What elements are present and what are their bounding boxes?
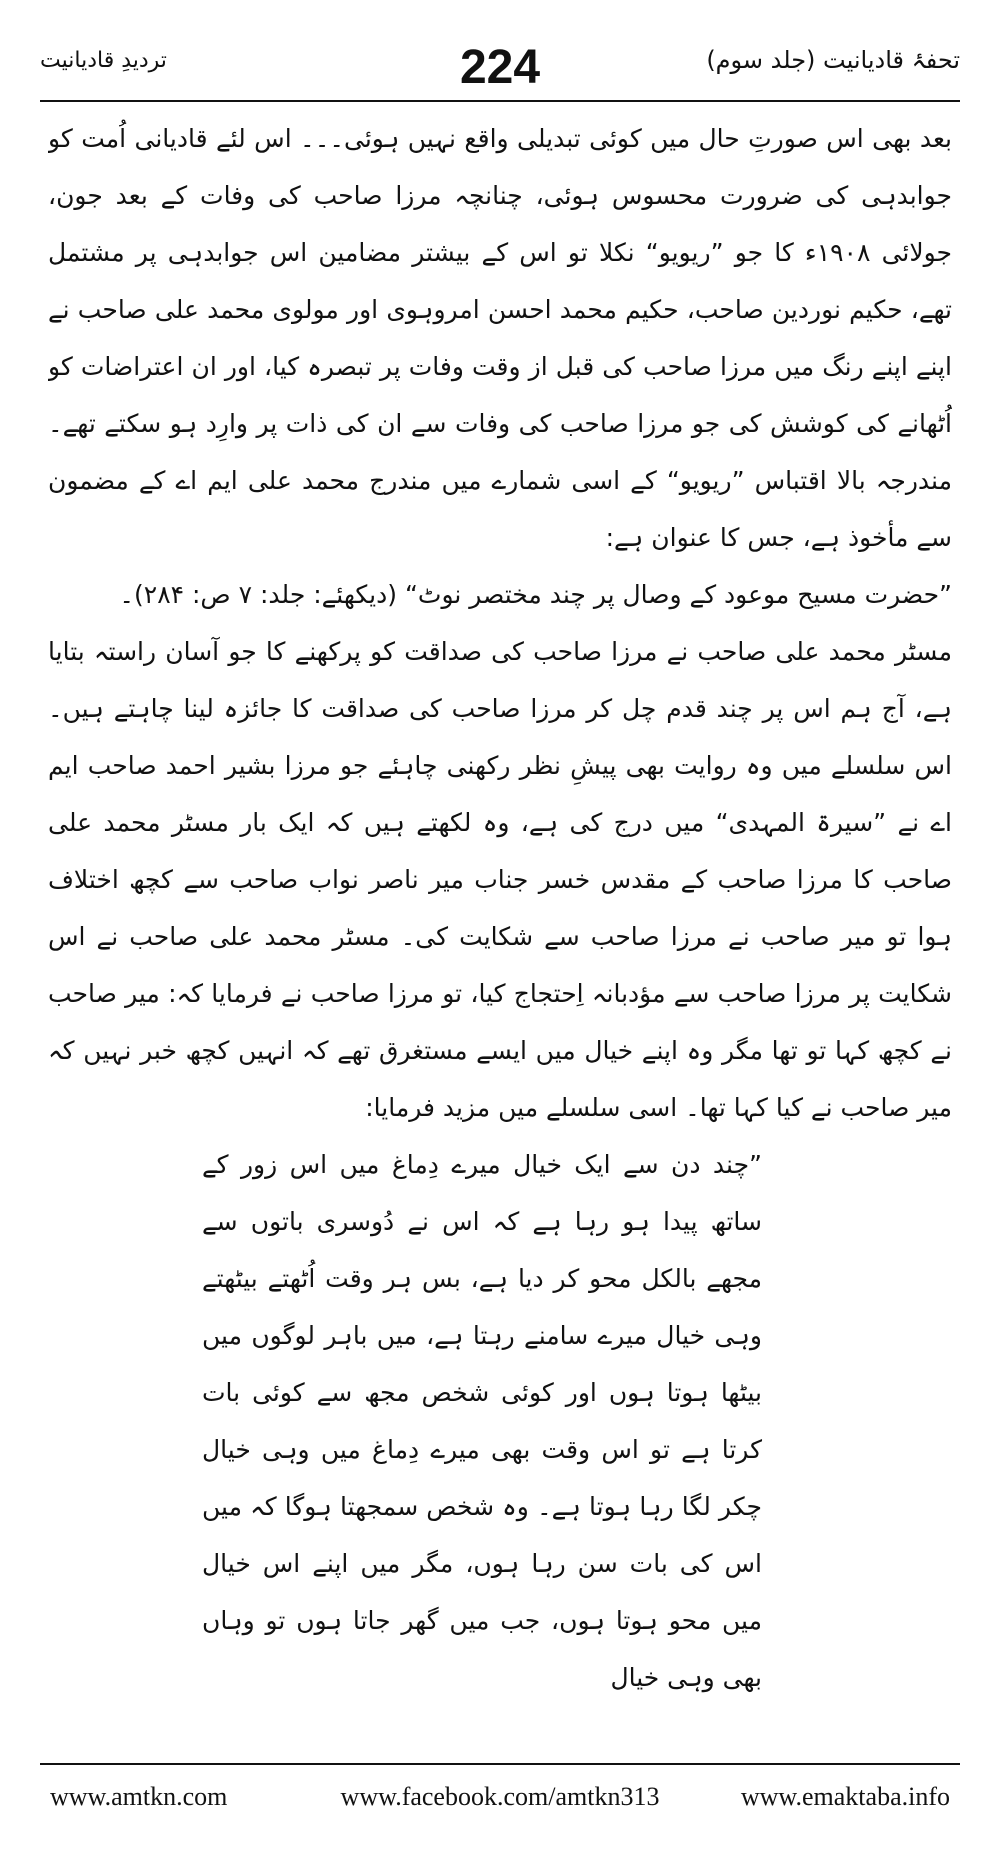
book-title: تحفۂ قادیانیت (جلد سوم) [706, 46, 960, 74]
section-title: تردیدِ قادیانیت [40, 48, 167, 73]
footer-link-facebook[interactable]: www.facebook.com/amtkn313 [340, 1782, 660, 1811]
paragraph-1: بعد بھی اس صورتِ حال میں کوئی تبدیلی واقع نہیں ہوئی۔۔۔ اس لئے قادیانی اُمت کو جوابدہی کی ضرورت محسوس ہوئی، چنانچہ مرزا صاحب کی وفات کے بعد جون، جولائی ۱۹۰۸ء کا جو ”ریویو“ نکلا تو اس کے بیشتر مضامین اس جوابدہی پر مشتمل تھے، حکیم نوردین صاحب، حکیم محمد احسن امروہوی اور مولوی محمد علی صاحب نے اپنے اپنے رنگ میں مرزا صاحب کی قبل از وقت وفات پر تبصرہ کیا، اور ان اعتراضات کو اُٹھانے کی کوشش کی جو مرزا صاحب کی وفات سے ان کی ذات پر وارِد ہو سکتے تھے۔ مندرجہ بالا اقتباس ”ریویو“ کے اسی شمارے میں مندرج محمد علی ایم اے کے مضمون سے مأخوذ ہے، جس کا عنوان ہے: [48, 124, 952, 552]
page-footer [40, 1782, 960, 1814]
page-header [40, 40, 960, 100]
page-number: 224 [459, 41, 541, 94]
block-quote: ”چند دن سے ایک خیال میرے دِماغ میں اس زور کے ساتھ پیدا ہو رہا ہے کہ اس نے دُوسری باتوں سے مجھے بالکل محو کر دیا ہے، بس ہر وقت اُٹھتے بیٹھتے وہی خیال میرے سامنے رہتا ہے، میں باہر لوگوں میں بیٹھا ہوتا ہوں اور کوئی شخص مجھ سے کوئی بات کرتا ہے تو اس وقت بھی میرے دِماغ میں وہی خیال چکر لگا رہا ہوتا ہے۔ وہ شخص سمجھتا ہوگا کہ میں اس کی بات سن رہا ہوں، مگر میں اپنے اس خیال میں محو ہوتا ہوں، جب میں گھر جاتا ہوں تو وہاں بھی وہی خیال [202, 1150, 762, 1692]
footer-divider [40, 1763, 960, 1765]
footer-link-emaktaba[interactable]: www.emaktaba.info [740, 1782, 950, 1811]
header-divider [40, 100, 960, 102]
paragraph-2: ”حضرت مسیح موعود کے وصال پر چند مختصر نوٹ“ (دیکھئے: جلد: ۷ ص: ۲۸۴)۔ [119, 580, 952, 609]
page-body [48, 110, 952, 1750]
paragraph-3: مسٹر محمد علی صاحب نے مرزا صاحب کی صداقت کو پرکھنے کا جو آسان راستہ بتایا ہے، آج ہم اس پر چند قدم چل کر مرزا صاحب کی صداقت کا جائزہ لینا چاہتے ہیں۔ اس سلسلے میں وہ روایت بھی پیشِ نظر رکھنی چاہئے جو مرزا بشیر احمد صاحب ایم اے نے ”سیرۃ المہدی“ میں درج کی ہے، وہ لکھتے ہیں کہ ایک بار مسٹر محمد علی صاحب کا مرزا صاحب کے مقدس خسر جناب میر ناصر نواب صاحب سے کچھ اختلاف ہوا تو میر صاحب نے مرزا صاحب سے شکایت کی۔ مسٹر محمد علی صاحب نے اس شکایت پر مرزا صاحب سے مؤدبانہ اِحتجاج کیا، تو مرزا صاحب نے فرمایا کہ: میر صاحب نے کچھ کہا تو تھا مگر وہ اپنے خیال میں ایسے مستغرق تھے کہ انہیں کچھ خبر نہیں کہ میر صاحب نے کیا کہا تھا۔ اسی سلسلے میں مزید فرمایا: [48, 637, 952, 1122]
footer-link-amtkn[interactable]: www.amtkn.com [50, 1782, 228, 1811]
